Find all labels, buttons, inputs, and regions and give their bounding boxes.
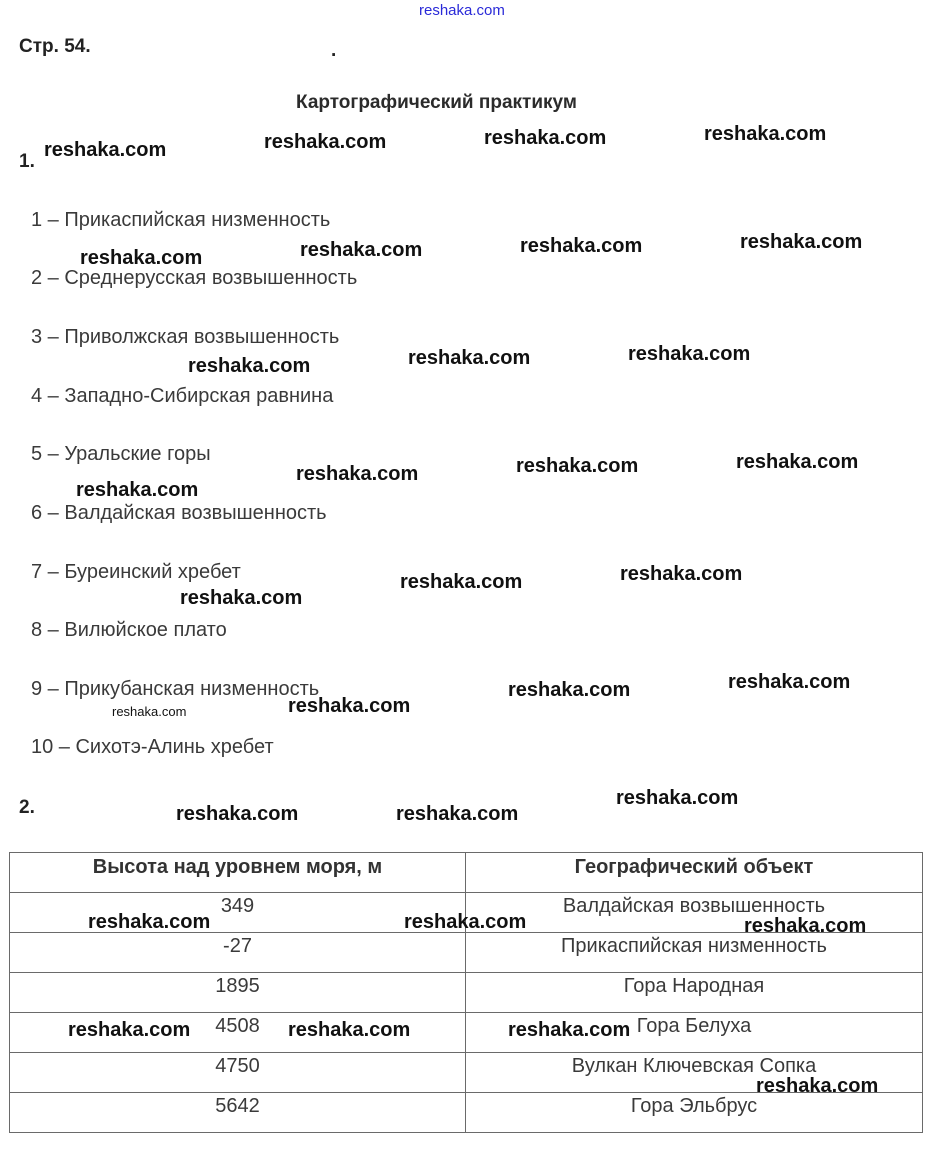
watermark: reshaka.com <box>736 451 859 473</box>
header-elevation: Высота над уровнем моря, м <box>10 853 466 893</box>
object-cell: Гора Эльбрус <box>466 1093 923 1133</box>
watermark: reshaka.com <box>288 1019 411 1041</box>
watermark-small: reshaka.com <box>112 704 187 719</box>
watermark: reshaka.com <box>728 671 851 693</box>
section-2-number: 2. <box>19 797 35 818</box>
watermark: reshaka.com <box>740 231 863 253</box>
list-item: 4 – Западно-Сибирская равнина <box>31 385 334 407</box>
elevation-cell: -27 <box>10 933 466 973</box>
watermark: reshaka.com <box>264 131 387 153</box>
list-item: 9 – Прикубанская низменность <box>31 678 320 700</box>
elevation-cell: 4750 <box>10 1053 466 1093</box>
watermark: reshaka.com <box>704 123 827 145</box>
page-title: Картографический практикум <box>296 92 577 113</box>
watermark: reshaka.com <box>508 679 631 701</box>
watermark: reshaka.com <box>176 803 299 825</box>
watermark: reshaka.com <box>628 343 751 365</box>
watermark: reshaka.com <box>756 1075 879 1097</box>
object-cell: Вулкан Ключевская Сопка <box>466 1053 923 1093</box>
watermark: reshaka.com <box>88 911 211 933</box>
table-row <box>10 973 923 1013</box>
watermark: reshaka.com <box>516 455 639 477</box>
watermark: reshaka.com <box>44 139 167 161</box>
watermark: reshaka.com <box>616 787 739 809</box>
watermark: reshaka.com <box>80 247 203 269</box>
elevation-cell: 349 <box>10 893 466 933</box>
header-object: Географический объект <box>466 853 923 893</box>
elevation-cell: 1895 <box>10 973 466 1013</box>
table-row <box>10 1093 923 1133</box>
object-cell: Гора Народная <box>466 973 923 1013</box>
site-watermark-top: reshaka.com <box>419 2 505 19</box>
list-item: 6 – Валдайская возвышенность <box>31 502 327 524</box>
list-item: 1 – Прикаспийская низменность <box>31 209 331 231</box>
stray-dot: . <box>331 40 337 61</box>
elevation-cell: 4508 <box>10 1013 466 1053</box>
object-cell: Прикаспийская низменность <box>466 933 923 973</box>
watermark: reshaka.com <box>408 347 531 369</box>
watermark: reshaka.com <box>300 239 423 261</box>
page-label: Стр. 54. <box>19 36 91 57</box>
watermark: reshaka.com <box>288 695 411 717</box>
object-cell: Валдайская возвышенность <box>466 893 923 933</box>
table-header-row <box>10 853 923 893</box>
watermark: reshaka.com <box>744 915 867 937</box>
watermark: reshaka.com <box>68 1019 191 1041</box>
watermark: reshaka.com <box>396 803 519 825</box>
watermark: reshaka.com <box>620 563 743 585</box>
list-item: 7 – Буреинский хребет <box>31 561 241 583</box>
watermark: reshaka.com <box>520 235 643 257</box>
watermark: reshaka.com <box>400 571 523 593</box>
list-item: 2 – Среднерусская возвышенность <box>31 267 358 289</box>
watermark: reshaka.com <box>296 463 419 485</box>
watermark: reshaka.com <box>180 587 303 609</box>
list-item: 10 – Сихотэ-Алинь хребет <box>31 736 274 758</box>
list-item: 5 – Уральские горы <box>31 443 211 465</box>
list-item: 8 – Вилюйское плато <box>31 619 227 641</box>
list-item: 3 – Приволжская возвышенность <box>31 326 340 348</box>
watermark: reshaka.com <box>76 479 199 501</box>
section-1-number: 1. <box>19 151 35 172</box>
elevation-cell: 5642 <box>10 1093 466 1133</box>
watermark: reshaka.com <box>484 127 607 149</box>
object-cell: Гора Белуха <box>466 1013 923 1053</box>
watermark: reshaka.com <box>508 1019 631 1041</box>
watermark: reshaka.com <box>188 355 311 377</box>
table-row <box>10 933 923 973</box>
watermark: reshaka.com <box>404 911 527 933</box>
